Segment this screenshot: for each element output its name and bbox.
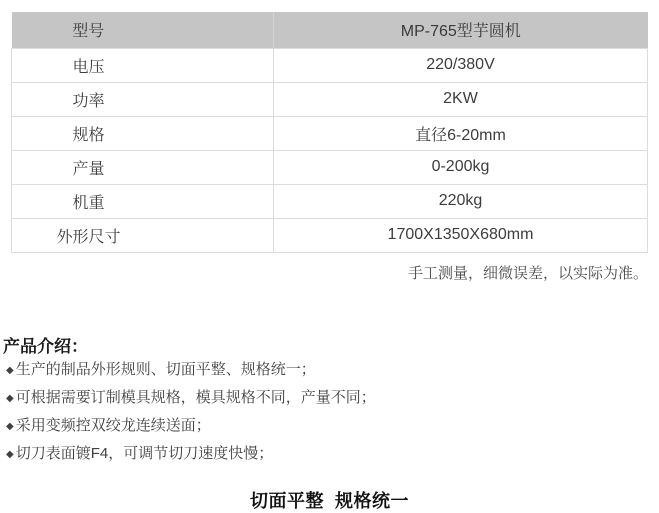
spec-row bbox=[12, 218, 648, 252]
spec-row-value: 220kg bbox=[274, 184, 648, 218]
spec-header-row bbox=[12, 12, 648, 48]
spec-header-value: MP-765型芋圆机 bbox=[274, 12, 648, 48]
spec-table bbox=[11, 12, 648, 253]
feature-item bbox=[6, 356, 376, 384]
spec-row-label: 规格 bbox=[12, 116, 274, 150]
spec-row-value: 220/380V bbox=[274, 48, 648, 82]
spec-row-label: 机重 bbox=[12, 184, 274, 218]
product-feature-list bbox=[6, 356, 376, 468]
measurement-disclaimer: 手工测量，细微误差，以实际为准。 bbox=[407, 265, 648, 282]
feature-text: 切刀表面镀F4，可调节切刀速度快慢； bbox=[15, 445, 274, 462]
feature-item bbox=[6, 412, 376, 440]
diamond-bullet-icon: ◆ bbox=[6, 421, 14, 432]
diamond-bullet-icon: ◆ bbox=[6, 393, 14, 404]
feature-item bbox=[6, 384, 376, 412]
feature-text: 可根据需要订制模具规格，模具规格不同，产量不同； bbox=[15, 389, 376, 406]
diamond-bullet-icon: ◆ bbox=[6, 449, 14, 460]
product-intro-heading: 产品介绍： bbox=[3, 337, 88, 356]
spec-row-value: 2KW bbox=[274, 82, 648, 116]
spec-header-label: 型号 bbox=[12, 12, 274, 48]
spec-row bbox=[12, 184, 648, 218]
spec-row-value: 直径6-20mm bbox=[274, 116, 648, 150]
spec-row bbox=[12, 48, 648, 82]
feature-item bbox=[6, 440, 376, 468]
spec-row bbox=[12, 150, 648, 184]
footer-slogan: 切面平整 规格统一 bbox=[249, 491, 409, 511]
spec-row-label: 电压 bbox=[12, 48, 274, 82]
diamond-bullet-icon: ◆ bbox=[6, 365, 14, 376]
spec-row-value: 1700X1350X680mm bbox=[274, 218, 648, 252]
spec-row-label: 功率 bbox=[12, 82, 274, 116]
feature-text: 生产的制品外形规则、切面平整、规格统一； bbox=[15, 361, 316, 378]
spec-row bbox=[12, 82, 648, 116]
spec-row-value: 0-200kg bbox=[274, 150, 648, 184]
spec-row-label: 产量 bbox=[12, 150, 274, 184]
feature-text: 采用变频控双绞龙连续送面； bbox=[15, 417, 211, 434]
spec-row-label: 外形尺寸 bbox=[12, 218, 274, 252]
spec-row bbox=[12, 116, 648, 150]
